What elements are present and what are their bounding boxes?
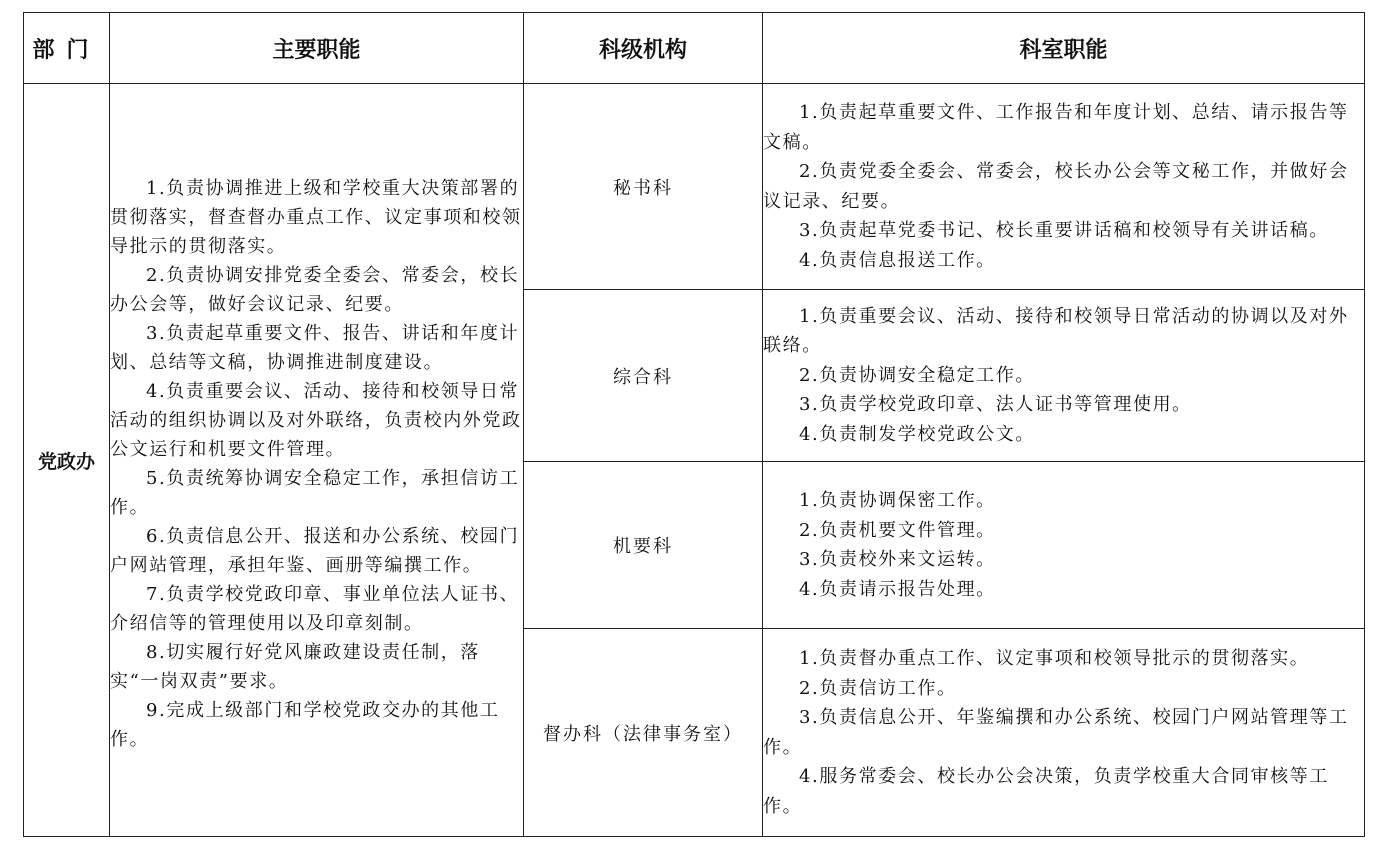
section-functions-cell — [763, 629, 1365, 837]
section-function-item: 2.负责党委全委会、常委会，校长办公会等文秘工作，并做好会议记录、纪要。 — [763, 161, 1349, 212]
main-functions-cell — [110, 84, 524, 837]
section-functions-cell — [763, 290, 1365, 462]
section-function-item: 3.负责信息公开、年鉴编撰和办公系统、校园门户网站管理等工作。 — [763, 707, 1349, 758]
main-function-item: 6.负责信息公开、报送和办公系统、校园门户网站管理，承担年鉴、画册等编撰工作。 — [110, 526, 520, 576]
header-main-func: 主要职能 — [110, 13, 524, 84]
main-function-item: 5.负责统筹协调安全稳定工作，承担信访工作。 — [110, 468, 520, 518]
section-function-item: 2.负责机要文件管理。 — [799, 519, 996, 541]
section-function-item: 4.负责请示报告处理。 — [799, 578, 996, 600]
section-functions-cell — [763, 462, 1365, 629]
section-function-item: 1.负责协调保密工作。 — [799, 490, 996, 511]
section-function-item: 2.负责协调安全稳定工作。 — [799, 364, 1035, 386]
section-function-item: 1.负责重要会议、活动、接待和校领导日常活动的协调以及对外联络。 — [763, 305, 1349, 357]
functions-table — [23, 12, 1365, 837]
section-function-item: 4.负责制发学校党政公文。 — [799, 423, 1035, 445]
section-function-item: 3.负责学校党政印章、法人证书等管理使用。 — [799, 394, 1192, 416]
main-function-item: 8.切实履行好党风廉政建设责任制，落实“一岗双责”要求。 — [110, 642, 480, 692]
main-function-item: 4.负责重要会议、活动、接待和校领导日常活动的组织协调以及对外联络，负责校内外党政公文运行和机要文件管理。 — [110, 381, 522, 460]
section-name: 秘书科 — [524, 84, 763, 290]
section-function-item: 2.负责信访工作。 — [799, 677, 957, 699]
section-function-item: 3.负责起草党委书记、校长重要讲话稿和校领导有关讲话稿。 — [799, 220, 1329, 241]
main-function-item: 9.完成上级部门和学校党政交办的其他工作。 — [110, 700, 500, 750]
department-name: 党政办 — [24, 84, 110, 837]
header-section-func: 科室职能 — [763, 13, 1365, 84]
header-section: 科级机构 — [524, 13, 763, 84]
section-functions-cell — [763, 84, 1365, 290]
section-name: 综合科 — [524, 290, 763, 462]
main-function-item: 1.负责协调推进上级和学校重大决策部署的贯彻落实，督查督办重点工作、议定事项和校领导批示的贯彻落实。 — [110, 178, 522, 257]
section-function-item: 1.负责起草重要文件、工作报告和年度计划、总结、请示报告等文稿。 — [763, 102, 1349, 153]
section-name: 督办科（法律事务室） — [524, 629, 763, 837]
main-function-item: 3.负责起草重要文件、报告、讲话和年度计划、总结等文稿，协调推进制度建设。 — [110, 323, 520, 373]
table-row — [24, 84, 1365, 290]
header-row — [24, 13, 1365, 84]
section-function-item: 4.服务常委会、校长办公会决策，负责学校重大合同审核等工作。 — [763, 766, 1329, 817]
main-function-item: 7.负责学校党政印章、事业单位法人证书、介绍信等的管理使用以及印章刻制。 — [110, 584, 520, 634]
section-name: 机要科 — [524, 462, 763, 629]
section-function-item: 4.负责信息报送工作。 — [799, 249, 996, 271]
main-function-item: 2.负责协调安排党委全委会、常委会，校长办公会等，做好会议记录、纪要。 — [110, 265, 520, 315]
section-function-item: 1.负责督办重点工作、议定事项和校领导批示的贯彻落实。 — [799, 648, 1310, 669]
header-dept: 部门 — [24, 13, 110, 84]
section-function-item: 3.负责校外来文运转。 — [799, 549, 996, 570]
